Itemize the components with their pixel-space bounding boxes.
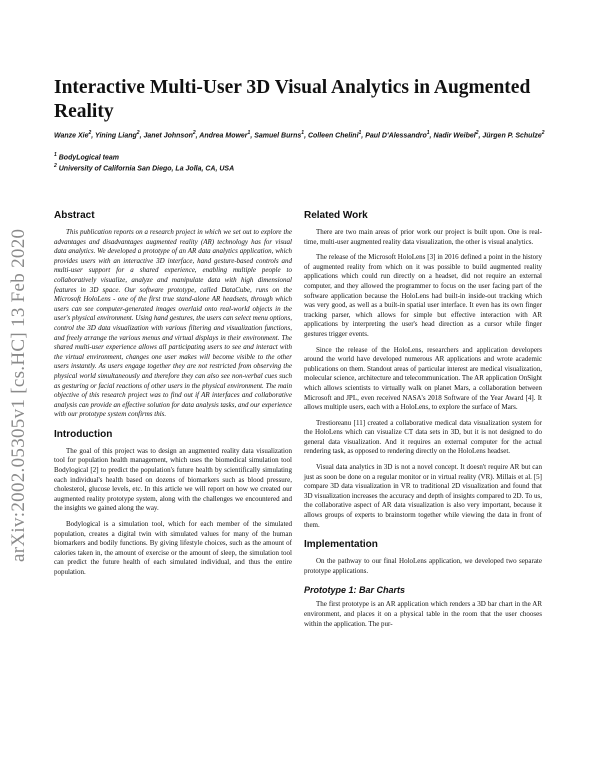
author-name: Wanze Xie (54, 132, 89, 140)
author-affiliation-marker: 2 (475, 130, 479, 136)
related-work-paragraph: Trestioreanu [11] created a collaborative medical data visualization system for the HoloLens which can visualize CT data sets in 3D, but it is not designed to do general data visualization. And it requires an external computer for the actual rendering task, as opposed to rendering directly on the HoloLens headset. (304, 418, 542, 456)
prototype-1-heading: Prototype 1: Bar Charts (304, 585, 406, 596)
author-list: Wanze Xie$^2$, Yining Liang$^2$, Janet Johnson$^2$, Andrea Mower$^1$, Samuel Burns$^1$, Colleen Chelini$^1$, Paul D'Alessandro$^1$, Nadir Weibel$^2$, Jürgen P. Schulze$^2$ (54, 130, 545, 140)
author-affiliation-marker: 2 (136, 130, 140, 136)
author-affiliation-marker: 2 (541, 130, 545, 136)
related-work-heading: Related Work (304, 210, 368, 221)
author-affiliation-marker: 1 (301, 130, 305, 136)
related-work-paragraph: Since the release of the HoloLens, researchers and application developers around the world have developed numerous AR applications and wrote academic publications on them. Standout areas of particular interest are medical visualization, molecular science, architecture and telecommunication. The AR application OnSight which allows scientists to virtually walk on planet Mars, a collaboration between Microsoft and JPL, even received NASA's 2018 Software of the Year Award [4]. It allows multiple users, each with a HoloLens, to explore the surface of Mars. (304, 345, 542, 412)
introduction-heading: Introduction (54, 428, 113, 440)
author-name: Jürgen P. Schulze (482, 132, 542, 140)
arxiv-identifier: arXiv:2002.05305v1 [cs.HC] 13 Feb 2020 (8, 228, 29, 562)
author-affiliation-marker: 1 (426, 130, 430, 136)
prototype-1-paragraph: The first prototype is an AR application which renders a 3D bar chart in the AR environment, and places it on a physical table in the room that the user chooses within the application. The pur- (304, 600, 542, 628)
author-name: Nadir Weibel (433, 132, 476, 140)
author-name: Colleen Chelini (307, 132, 359, 140)
author-affiliation-marker: 1 (247, 130, 251, 136)
affiliation-2-text: University of California San Diego, La Jolla, CA, USA (58, 165, 235, 173)
right-column (304, 210, 542, 629)
introduction-paragraph: Bodylogical is a simulation tool, which for each member of the simulated population, creates a digital twin with simulated values for many of the human biomarkers and bodily functions. By giving lifestyle choices, such as the amount of calories taken in, the amount of exercise or the amount of sleep, the simulation tool can predict the future health of each simulated individual, and thus the entire population. (54, 520, 292, 576)
author-name: Andrea Mower (199, 132, 248, 140)
abstract-heading: Abstract (54, 210, 95, 221)
author-name: Yining Liang (95, 132, 137, 140)
abstract-text: This publication reports on a research project in which we set out to explore the advantages and disadvantages augmented reality (AR) technology has for visual data analytics. We developed a prototype of an AR data analytics application, which provides users with an interactive 3D interface, hand gesture-based controls and multi-user support for a shared experience, enabling multiple people to collaboratively visualize, analyze and manipulate data with high dimensional features in 3D space. Our software prototype, called DataCube, runs on the Microsoft HoloLens - one of the first true stand-alone AR headsets, through which users can see computer-generated images overlaid onto real-world objects in the user's physical environment. Using hand gestures, the users can select menu options, control the 3D data visualization with various filtering and visualization functions, and freely arrange the various menus and virtual displays in their environment. The shared multi-user experience allows all participating users to see and interact with the virtual environment, changes one user makes will become visible to the other users instantly. As users engage together they are not restricted from observing the physical world simultaneously and therefore they can also see non-verbal cues such as gesturing or facial reactions of other users in the physical environment. The main objective of this research project was to find out if AR interfaces and collaborative analysis can provide an effective solution for data analysis tasks, and our experience with our prototype system confirms this. (54, 228, 292, 419)
affiliation-1-marker: 1 (54, 152, 57, 158)
related-work-paragraph: There are two main areas of prior work our project is built upon. One is real-time, multi-user augmented reality data visualization, the other is visual analytics. (304, 228, 542, 246)
affiliation-1-text: BodyLogical team (58, 154, 120, 162)
related-work-paragraph: Visual data analytics in 3D is not a novel concept. It doesn't require AR but can just as soon be done on a regular monitor or in virtual reality (VR). Millais et al. [5] compare 3D data visualization in VR to traditional 2D visualization and found that 3D visualization increases the accuracy and depth of insights compared to 2D. To us, the collaborative aspect of AR data visualization is also very important, because it allows groups of experts to brainstorm together while viewing the data in front of them. (304, 463, 542, 529)
introduction-paragraph: The goal of this project was to design an augmented reality data visualization tool for population health management, which uses the biomedical simulation tool Bodylogical [2] to predict the population's future health by scientifically simulating each individual's health based on dozens of biomarkers such as blood pressure, cholesterol, glucose levels, etc. In this article we will report on how we created our augmented reality prototype system, along with the challenges we encountered and the insights we gained along the way. (54, 446, 292, 513)
related-work-paragraph: The release of the Microsoft HoloLens [3] in 2016 defined a point in the history of augmented reality from which on it was possible to build augmented reality applications which could run directly on a headset, did not require an external computer, and they allowed the programmer to focus on the user facing part of the software application because the HoloLens had built-in inside-out tracking which was very good, as well as a built-in spatial user interface. It even has its own finger tracking parser, which allows for simple but effective interaction with AR applications by interpreting the user's head direction as a cursor while finger gestures trigger events. (304, 253, 542, 338)
author-affiliation-marker: 1 (358, 130, 362, 136)
author-affiliation-marker: 2 (88, 130, 92, 136)
paper-title: Interactive Multi-User 3D Visual Analytics in Augmented Reality (54, 77, 531, 122)
affiliation-2-marker: 2 (54, 163, 57, 169)
left-column (54, 210, 292, 578)
author-name: Samuel Burns (254, 132, 302, 140)
implementation-heading: Implementation (304, 539, 378, 551)
author-name: Janet Johnson (143, 132, 193, 140)
author-name: Paul D'Alessandro (365, 132, 427, 140)
implementation-paragraph: On the pathway to our final HoloLens application, we developed two separate prototype applications. (304, 557, 542, 575)
author-affiliation-marker: 2 (192, 130, 196, 136)
affiliation-2 (54, 161, 234, 174)
